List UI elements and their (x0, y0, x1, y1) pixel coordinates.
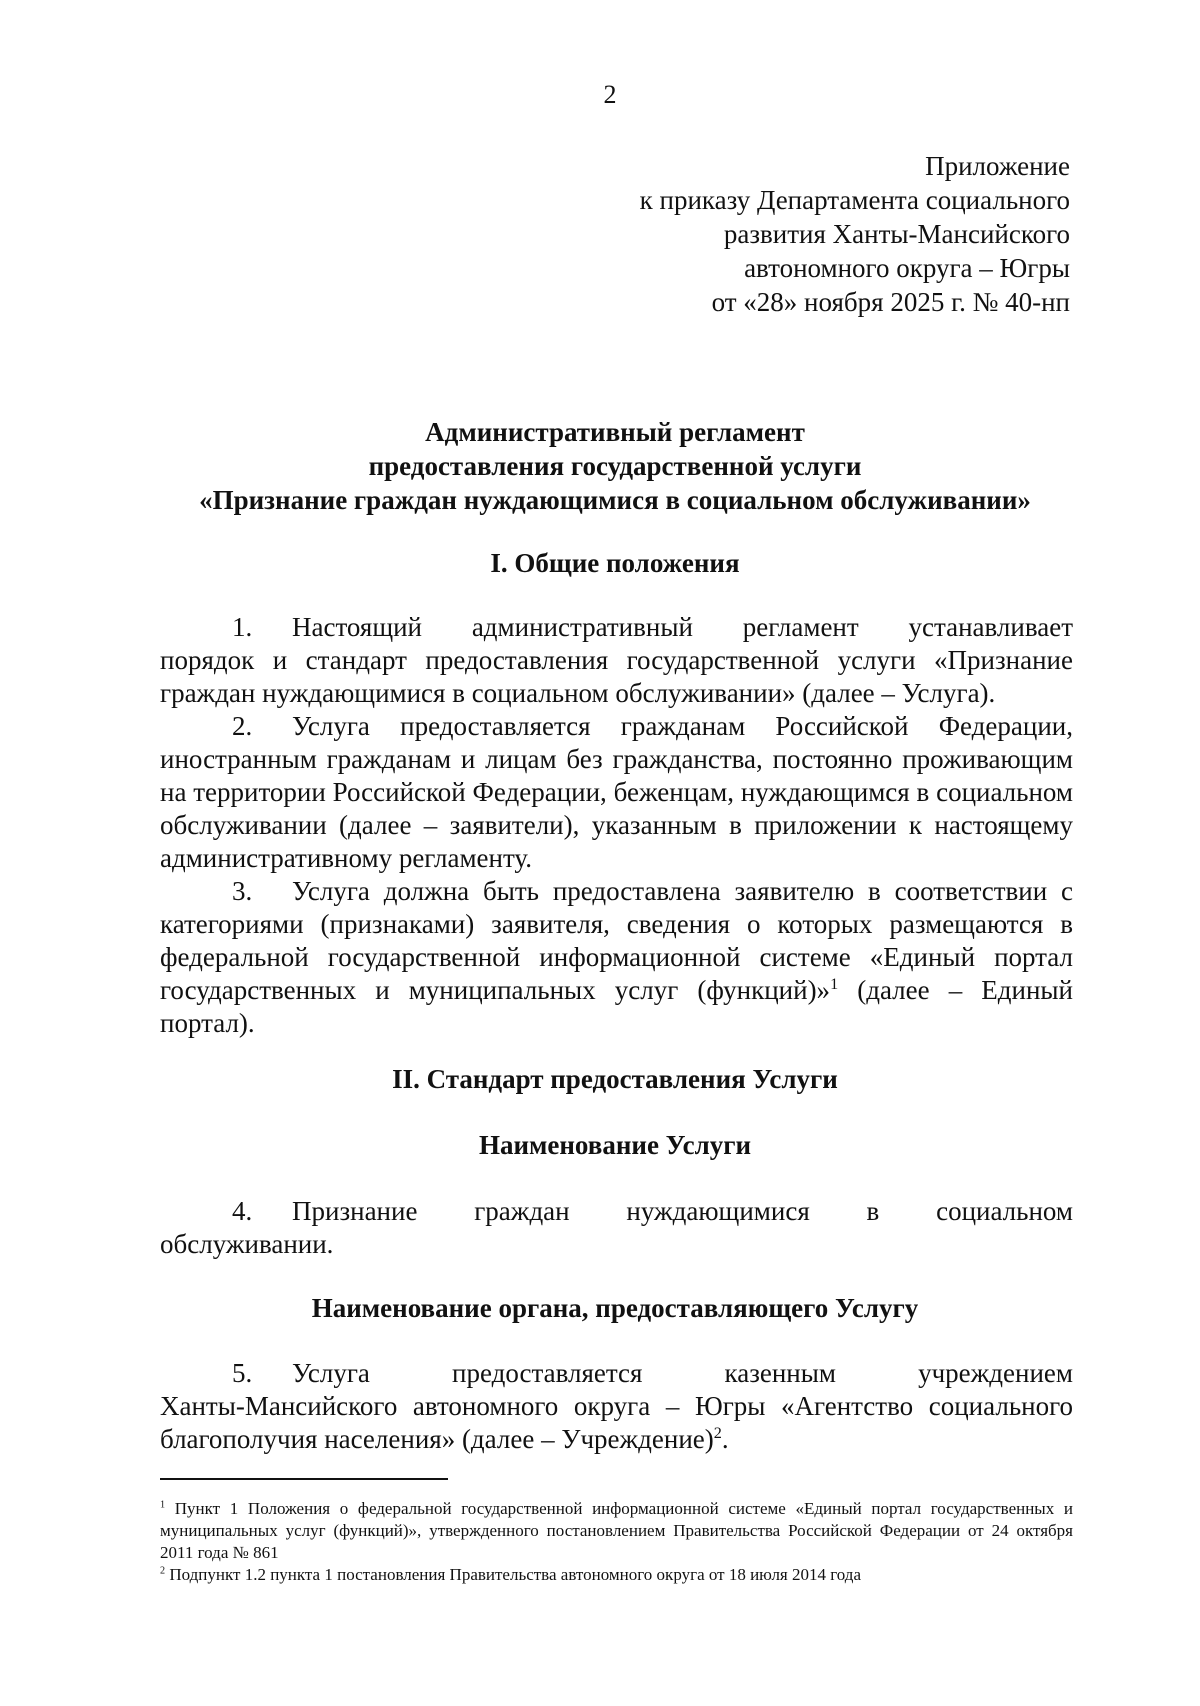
subsection-heading-service-name: Наименование Услуги (478, 1130, 752, 1160)
footnotes (160, 1498, 1073, 1586)
footnote-ref: 2 (713, 1424, 722, 1442)
paragraph-1-line1: 1. Настоящий административный регламент устанавливает (232, 612, 1073, 642)
paragraph-2: 2. Услуга предоставляется гражданам Российской Федерации, иностранным гражданам и лицам без гражданства, постоянно проживающим на территории Российской Федерации, беженцам, нуждающимся в социальном обслуживании (далее – заявители), указанным в приложении к настоящему административному регламенту. (160, 711, 1073, 873)
appendix-line: к приказу Департамента социального (639, 185, 1070, 215)
paragraph-1-rest: порядок и стандарт предоставления государственной услуги «Признание граждан нуждающимися в социальном обслуживании» (далее – Услуга). (160, 645, 1073, 708)
paragraph-number: 2. (232, 711, 253, 741)
footnote-2: $^2$ Подпункт 1.2 пункта 1 постановления Правительства автономного округа от 18 июля 2014 года (160, 1565, 861, 1584)
title-line: «Признание граждан нуждающимися в социальном обслуживании» (199, 485, 1031, 515)
paragraph-4-line2: обслуживании. (160, 1229, 334, 1259)
appendix-line: от «28» ноября 2025 г. № 40-нп (711, 287, 1070, 317)
paragraph-4-line1: 4. Признание граждан нуждающимися в социальном (232, 1196, 1073, 1226)
subsection-heading-authority: Наименование органа, предоставляющего Услугу (311, 1293, 919, 1323)
footnote-separator (160, 1478, 448, 1480)
footnote-mark: 2 (160, 1565, 166, 1577)
paragraph-5-line1: 5. Услуга предоставляется казенным учреждением (232, 1358, 1073, 1388)
paragraph-number: 5. (232, 1358, 253, 1388)
paragraph-number: 1. (232, 612, 253, 642)
paragraph-5-block (160, 1357, 1073, 1456)
paragraph-4-block (160, 1195, 1073, 1261)
paragraph-number: 3. (232, 876, 253, 906)
appendix-line: развития Ханты-Мансийского (723, 219, 1070, 249)
appendix-line: автономного округа – Югры (744, 253, 1070, 283)
document-title (0, 415, 1200, 517)
appendix-block (640, 149, 1070, 319)
footnote-mark: 1 (160, 1499, 166, 1511)
title-line: предоставления государственной услуги (368, 451, 862, 481)
footnote-1: $^1$ Пункт 1 Положения о федеральной государственной информационной системе «Единый портал государственных и муниципальных услуг (функций)», утвержденного постановлением Правительства Российской Федерации от 24 октября 2011 года № 861 (160, 1499, 1073, 1562)
footnote-ref: 1 (830, 975, 839, 993)
section-1-heading: I. Общие положения (490, 548, 740, 578)
section-2-heading: II. Стандарт предоставления Услуги (392, 1064, 838, 1094)
paragraph-3: 3. Услуга должна быть предоставлена заявителю в соответствии с категориями (признаками) заявителя, сведения о которых размещаются в федеральной государственной информационной системе «Единый портал государственных и муниципальных услуг (функций)»$^1$ (далее – Единый портал). (160, 876, 1073, 1038)
paragraph-5-rest: Ханты-Мансийского автономного округа – Югры «Агентство социального благополучия населения» (далее – Учреждение)$^2$. (160, 1391, 1073, 1454)
paragraph-number: 4. (232, 1196, 253, 1226)
page-number: 2 (603, 80, 617, 109)
section-1-body (160, 611, 1073, 1040)
title-line: Административный регламент (425, 417, 805, 447)
appendix-line: Приложение (925, 151, 1070, 181)
